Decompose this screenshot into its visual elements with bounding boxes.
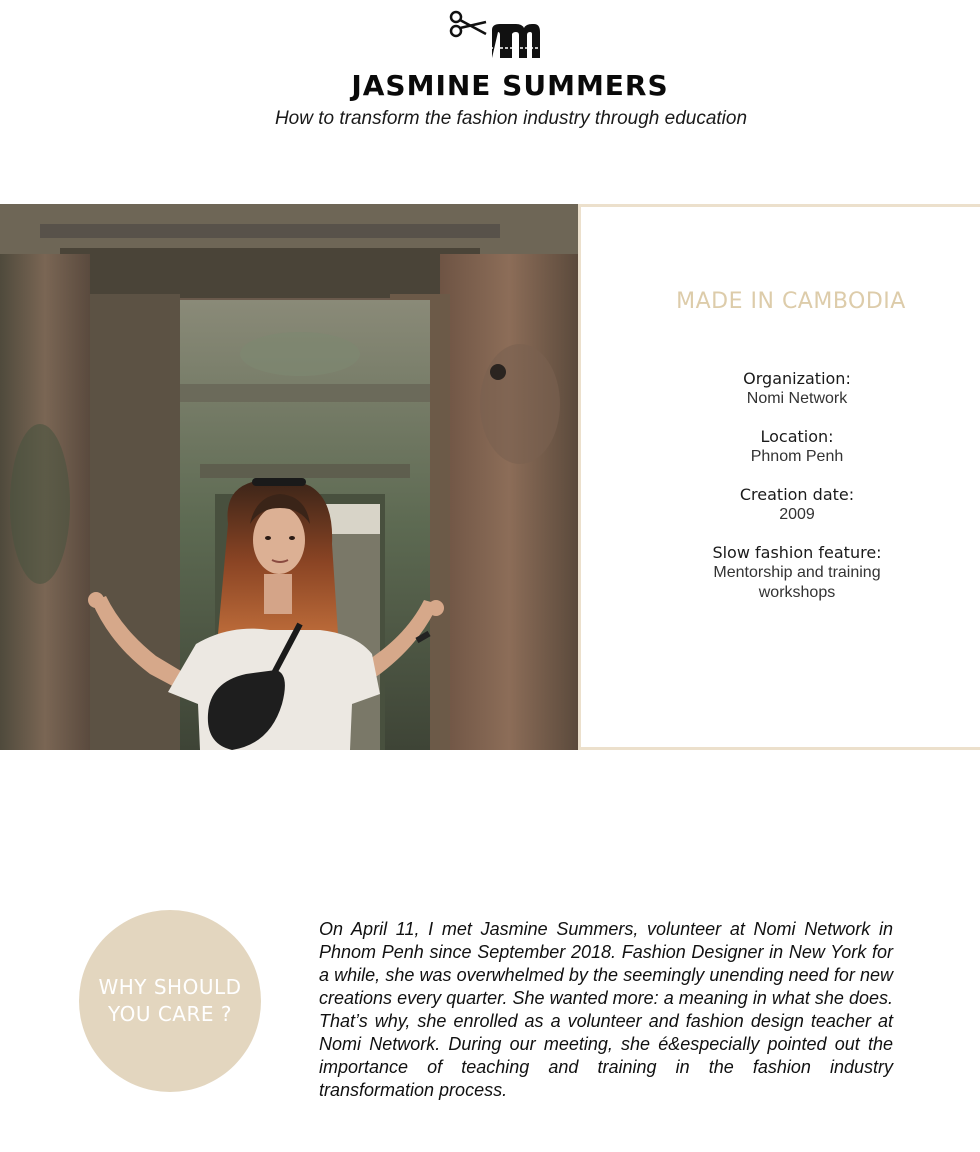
- page-subtitle: How to transform the fashion industry through education: [274, 108, 748, 129]
- fact-slow-fashion-feature: [581, 543, 980, 603]
- fact-value: Phnom Penh: [750, 448, 844, 465]
- why-should-you-care-badge: [79, 910, 261, 1092]
- fact-value: Mentorship and training workshops: [713, 564, 881, 601]
- info-title: MADE IN CAMBODIA: [676, 289, 906, 314]
- story-paragraph: On April 11, I met Jasmine Summers, volunteer at Nomi Network in Phnom Penh since September 2018. Fashion Designer in New York for a while, she was overwhelmed by the seemingly unending need for new creations every quarter. She wanted more: a meaning in what she does. That’s why, she enrolled as a volunteer and fashion design teacher at Nomi Network. During our meeting, she é&especially pointed out the importance of teaching and training in the fashion industry transformation process.: [319, 919, 893, 1100]
- care-line-2: YOU CARE ?: [107, 1002, 232, 1026]
- facts-list: [581, 369, 980, 621]
- fact-value: 2009: [779, 506, 815, 523]
- fact-label: Slow fashion feature:: [712, 543, 882, 562]
- fact-value: Nomi Network: [746, 390, 848, 407]
- scissors-m-logo-icon: [446, 8, 542, 60]
- fact-label: Location:: [760, 427, 834, 446]
- fact-creation-date: [581, 485, 980, 525]
- care-line-1: WHY SHOULD: [98, 975, 242, 999]
- why-should-you-care-text: [98, 974, 241, 1028]
- info-panel: [578, 204, 980, 750]
- fact-organization: [581, 369, 980, 409]
- portrait-photo: [0, 204, 578, 750]
- fact-label: Organization:: [743, 369, 851, 388]
- fact-label: Creation date:: [739, 485, 855, 504]
- fact-location: [581, 427, 980, 467]
- page-title: JASMINE SUMMERS: [351, 69, 669, 102]
